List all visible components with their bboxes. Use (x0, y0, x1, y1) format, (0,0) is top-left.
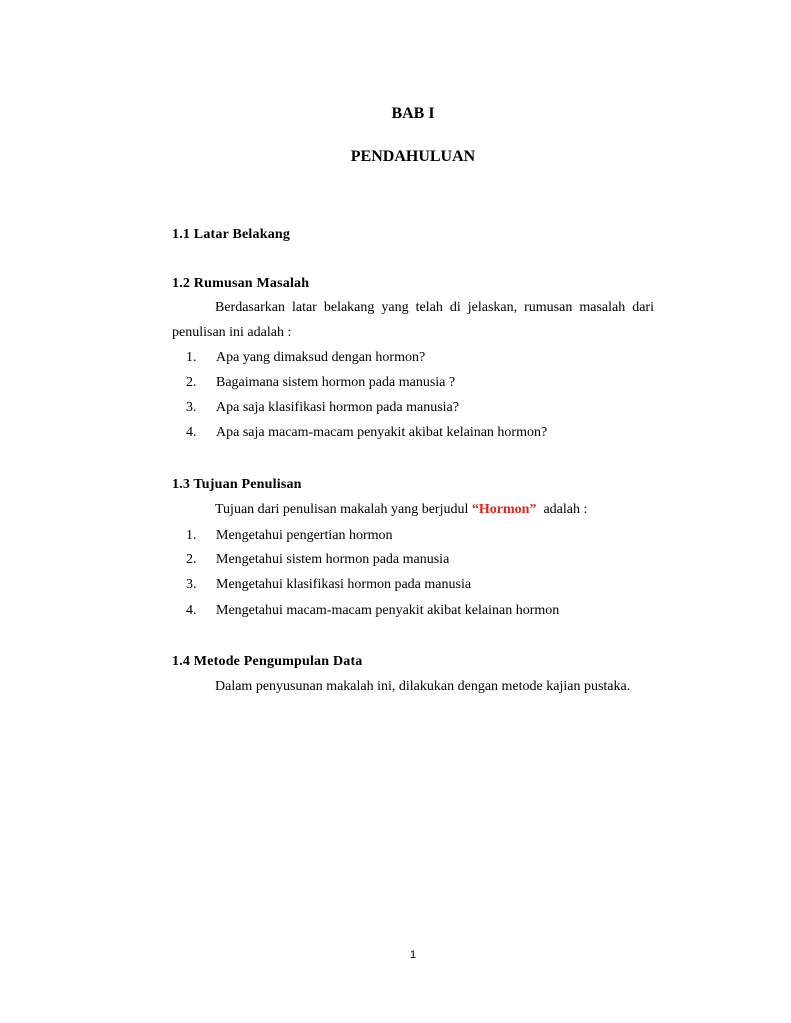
list-item: Mengetahui macam-macam penyakit akibat kelainan hormon (216, 603, 560, 618)
list-item-number: 3. (186, 400, 197, 415)
hormon-title-highlight: “Hormon” (471, 502, 537, 517)
list-item: Bagaimana sistem hormon pada manusia ? (216, 375, 456, 390)
rumusan-intro-line2: penulisan ini adalah : (172, 325, 292, 340)
list-item: Apa saja macam-macam penyakit akibat kelainan hormon? (216, 425, 548, 440)
chapter-title: PENDAHULUAN (350, 148, 476, 165)
rumusan-intro-line1: Berdasarkan latar belakang yang telah di jelaskan, rumusan masalah dari (215, 300, 654, 315)
tujuan-intro (215, 502, 587, 518)
tujuan-intro-text: Tujuan dari penulisan makalah yang berjudul (215, 502, 472, 517)
list-item-number: 3. (186, 577, 197, 592)
list-item-number: 4. (186, 425, 197, 440)
page-number: 1 (409, 949, 417, 961)
list-item-number: 1. (186, 350, 197, 365)
list-item-number: 2. (186, 375, 197, 390)
section-heading-metode: 1.4 Metode Pengumpulan Data (172, 654, 363, 669)
section-heading-rumusan-masalah: 1.2 Rumusan Masalah (172, 276, 310, 291)
metode-text: Dalam penyusunan makalah ini, dilakukan dengan metode kajian pustaka. (215, 679, 631, 694)
list-item: Mengetahui sistem hormon pada manusia (216, 552, 450, 567)
chapter-label: BAB I (391, 105, 435, 122)
list-item-number: 4. (186, 603, 197, 618)
list-item: Apa yang dimaksud dengan hormon? (216, 350, 426, 365)
list-item: Mengetahui klasifikasi hormon pada manusia (216, 577, 472, 592)
list-item: Mengetahui pengertian hormon (216, 528, 393, 543)
list-item-number: 1. (186, 528, 197, 543)
list-item: Apa saja klasifikasi hormon pada manusia? (216, 400, 459, 415)
list-item-number: 2. (186, 552, 197, 567)
section-heading-tujuan-penulisan: 1.3 Tujuan Penulisan (172, 477, 302, 492)
tujuan-intro-suffix: adalah : (536, 502, 588, 517)
section-heading-latar-belakang: 1.1 Latar Belakang (172, 227, 291, 242)
